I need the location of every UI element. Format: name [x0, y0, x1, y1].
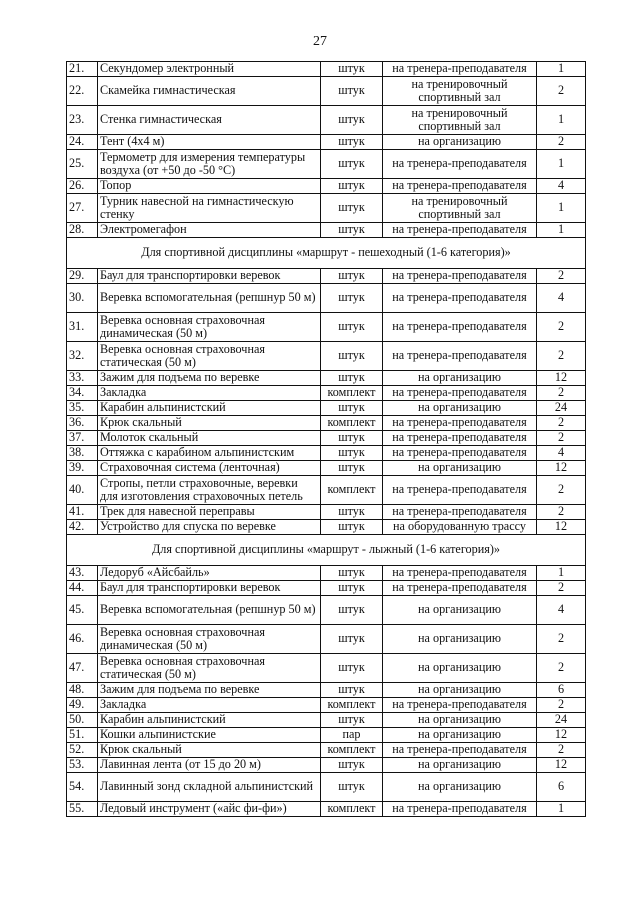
allocation: на тренера-преподавателя	[383, 698, 537, 713]
item-name: Устройство для спуска по веревке	[98, 520, 321, 535]
allocation: на тренера-преподавателя	[383, 802, 537, 817]
row-number: 29.	[67, 269, 98, 284]
allocation: на тренера-преподавателя	[383, 431, 537, 446]
unit-of-measure: штук	[321, 223, 383, 238]
allocation: на тренера-преподавателя	[383, 416, 537, 431]
unit-of-measure: комплект	[321, 476, 383, 505]
item-name: Баул для транспортировки веревок	[98, 269, 321, 284]
quantity: 1	[537, 106, 586, 135]
item-name: Веревка вспомогательная (репшнур 50 м)	[98, 596, 321, 625]
item-name: Секундомер электронный	[98, 62, 321, 77]
table-row	[67, 313, 586, 342]
unit-of-measure: комплект	[321, 802, 383, 817]
quantity: 24	[537, 713, 586, 728]
row-number: 41.	[67, 505, 98, 520]
row-number: 30.	[67, 284, 98, 313]
quantity: 24	[537, 401, 586, 416]
allocation: на организацию	[383, 654, 537, 683]
unit-of-measure: штук	[321, 520, 383, 535]
quantity: 2	[537, 135, 586, 150]
allocation: на тренера-преподавателя	[383, 62, 537, 77]
row-number: 53.	[67, 758, 98, 773]
table-row	[67, 431, 586, 446]
unit-of-measure: комплект	[321, 386, 383, 401]
item-name: Страховочная система (ленточная)	[98, 461, 321, 476]
unit-of-measure: штук	[321, 773, 383, 802]
row-number: 45.	[67, 596, 98, 625]
unit-of-measure: штук	[321, 179, 383, 194]
item-name: Зажим для подъема по веревке	[98, 683, 321, 698]
table-row	[67, 446, 586, 461]
allocation: на тренера-преподавателя	[383, 386, 537, 401]
quantity: 12	[537, 461, 586, 476]
row-number: 25.	[67, 150, 98, 179]
row-number: 21.	[67, 62, 98, 77]
item-name: Оттяжка с карабином альпинистским	[98, 446, 321, 461]
page-number: 27	[313, 34, 327, 49]
table-row	[67, 802, 586, 817]
row-number: 34.	[67, 386, 98, 401]
row-number: 49.	[67, 698, 98, 713]
unit-of-measure: штук	[321, 342, 383, 371]
row-number: 24.	[67, 135, 98, 150]
allocation: на тренера-преподавателя	[383, 150, 537, 179]
item-name: Крюк скальный	[98, 743, 321, 758]
item-name: Веревка вспомогательная (репшнур 50 м)	[98, 284, 321, 313]
unit-of-measure: штук	[321, 505, 383, 520]
row-number: 44.	[67, 581, 98, 596]
table-row	[67, 476, 586, 505]
table-row	[67, 596, 586, 625]
quantity: 2	[537, 342, 586, 371]
unit-of-measure: штук	[321, 654, 383, 683]
row-number: 50.	[67, 713, 98, 728]
unit-of-measure: штук	[321, 106, 383, 135]
table-row	[67, 401, 586, 416]
row-number: 32.	[67, 342, 98, 371]
unit-of-measure: штук	[321, 269, 383, 284]
row-number: 27.	[67, 194, 98, 223]
quantity: 2	[537, 743, 586, 758]
table-row	[67, 683, 586, 698]
row-number: 31.	[67, 313, 98, 342]
quantity: 2	[537, 431, 586, 446]
allocation: на тренера-преподавателя	[383, 179, 537, 194]
item-name: Ледоруб «Айсбайль»	[98, 566, 321, 581]
quantity: 4	[537, 446, 586, 461]
quantity: 6	[537, 683, 586, 698]
item-name: Зажим для подъема по веревке	[98, 371, 321, 386]
allocation: на организацию	[383, 135, 537, 150]
allocation: на организацию	[383, 371, 537, 386]
quantity: 1	[537, 194, 586, 223]
item-name: Лавинная лента (от 15 до 20 м)	[98, 758, 321, 773]
item-name: Крюк скальный	[98, 416, 321, 431]
table-row	[67, 386, 586, 401]
allocation: на тренера-преподавателя	[383, 581, 537, 596]
item-name: Лавинный зонд складной альпинистский	[98, 773, 321, 802]
row-number: 42.	[67, 520, 98, 535]
item-name: Топор	[98, 179, 321, 194]
allocation: на организацию	[383, 596, 537, 625]
table-row	[67, 461, 586, 476]
table-row	[67, 773, 586, 802]
table-row	[67, 581, 586, 596]
unit-of-measure: штук	[321, 446, 383, 461]
equipment-table	[66, 61, 586, 817]
unit-of-measure: штук	[321, 77, 383, 106]
table-row	[67, 416, 586, 431]
unit-of-measure: штук	[321, 401, 383, 416]
quantity: 1	[537, 62, 586, 77]
table-row	[67, 625, 586, 654]
row-number: 40.	[67, 476, 98, 505]
quantity: 2	[537, 505, 586, 520]
item-name: Баул для транспортировки веревок	[98, 581, 321, 596]
table-row	[67, 654, 586, 683]
unit-of-measure: штук	[321, 431, 383, 446]
table-row	[67, 179, 586, 194]
item-name: Закладка	[98, 698, 321, 713]
table-row	[67, 194, 586, 223]
item-name: Стенка гимнастическая	[98, 106, 321, 135]
row-number: 52.	[67, 743, 98, 758]
quantity: 2	[537, 386, 586, 401]
quantity: 1	[537, 223, 586, 238]
item-name: Скамейка гимнастическая	[98, 77, 321, 106]
row-number: 28.	[67, 223, 98, 238]
row-number: 35.	[67, 401, 98, 416]
unit-of-measure: штук	[321, 758, 383, 773]
item-name: Молоток скальный	[98, 431, 321, 446]
unit-of-measure: штук	[321, 150, 383, 179]
table-row	[67, 728, 586, 743]
allocation: на тренировочный спортивный зал	[383, 77, 537, 106]
unit-of-measure: штук	[321, 596, 383, 625]
allocation: на тренера-преподавателя	[383, 743, 537, 758]
quantity: 12	[537, 728, 586, 743]
allocation: на организацию	[383, 461, 537, 476]
unit-of-measure: штук	[321, 313, 383, 342]
item-name: Электромегафон	[98, 223, 321, 238]
unit-of-measure: комплект	[321, 416, 383, 431]
row-number: 51.	[67, 728, 98, 743]
unit-of-measure: штук	[321, 62, 383, 77]
row-number: 26.	[67, 179, 98, 194]
allocation: на тренера-преподавателя	[383, 313, 537, 342]
quantity: 1	[537, 802, 586, 817]
row-number: 54.	[67, 773, 98, 802]
allocation: на тренировочный спортивный зал	[383, 194, 537, 223]
item-name: Веревка основная страховочная динамическая (50 м)	[98, 625, 321, 654]
table-row	[67, 62, 586, 77]
quantity: 2	[537, 416, 586, 431]
row-number: 37.	[67, 431, 98, 446]
allocation: на тренера-преподавателя	[383, 446, 537, 461]
unit-of-measure: штук	[321, 581, 383, 596]
section-header-row	[67, 535, 586, 566]
unit-of-measure: штук	[321, 135, 383, 150]
row-number: 33.	[67, 371, 98, 386]
allocation: на организацию	[383, 401, 537, 416]
row-number: 48.	[67, 683, 98, 698]
quantity: 12	[537, 758, 586, 773]
unit-of-measure: комплект	[321, 743, 383, 758]
quantity: 6	[537, 773, 586, 802]
table-row	[67, 150, 586, 179]
row-number: 23.	[67, 106, 98, 135]
section-header-row	[67, 238, 586, 269]
unit-of-measure: штук	[321, 625, 383, 654]
quantity: 12	[537, 371, 586, 386]
item-name: Термометр для измерения температуры воздуха (от +50 до -50 °C)	[98, 150, 321, 179]
quantity: 4	[537, 596, 586, 625]
row-number: 36.	[67, 416, 98, 431]
allocation: на тренера-преподавателя	[383, 505, 537, 520]
item-name: Карабин альпинистский	[98, 713, 321, 728]
unit-of-measure: штук	[321, 461, 383, 476]
table-row	[67, 77, 586, 106]
table-row	[67, 284, 586, 313]
quantity: 2	[537, 77, 586, 106]
table-row	[67, 505, 586, 520]
quantity: 2	[537, 625, 586, 654]
table-row	[67, 223, 586, 238]
table-row	[67, 566, 586, 581]
allocation: на организацию	[383, 713, 537, 728]
table-row	[67, 269, 586, 284]
quantity: 2	[537, 698, 586, 713]
section-title: Для спортивной дисциплины «маршрут - лыжный (1-6 категория)»	[67, 535, 586, 566]
table-row	[67, 743, 586, 758]
allocation: на тренера-преподавателя	[383, 269, 537, 284]
allocation: на организацию	[383, 625, 537, 654]
item-name: Стропы, петли страховочные, веревки для изготовления страховочных петель	[98, 476, 321, 505]
allocation: на организацию	[383, 773, 537, 802]
table-row	[67, 106, 586, 135]
equipment-table-body	[67, 62, 586, 817]
unit-of-measure: штук	[321, 371, 383, 386]
item-name: Тент (4х4 м)	[98, 135, 321, 150]
table-row	[67, 758, 586, 773]
unit-of-measure: пар	[321, 728, 383, 743]
allocation: на организацию	[383, 683, 537, 698]
item-name: Карабин альпинистский	[98, 401, 321, 416]
unit-of-measure: комплект	[321, 698, 383, 713]
table-row	[67, 713, 586, 728]
item-name: Веревка основная страховочная динамическая (50 м)	[98, 313, 321, 342]
row-number: 55.	[67, 802, 98, 817]
row-number: 39.	[67, 461, 98, 476]
quantity: 1	[537, 566, 586, 581]
item-name: Турник навесной на гимнастическую стенку	[98, 194, 321, 223]
table-row	[67, 135, 586, 150]
quantity: 2	[537, 269, 586, 284]
row-number: 22.	[67, 77, 98, 106]
item-name: Ледовый инструмент («айс фи-фи»)	[98, 802, 321, 817]
unit-of-measure: штук	[321, 683, 383, 698]
table-row	[67, 698, 586, 713]
unit-of-measure: штук	[321, 284, 383, 313]
row-number: 38.	[67, 446, 98, 461]
allocation: на оборудованную трассу	[383, 520, 537, 535]
unit-of-measure: штук	[321, 194, 383, 223]
quantity: 4	[537, 179, 586, 194]
allocation: на организацию	[383, 758, 537, 773]
row-number: 46.	[67, 625, 98, 654]
quantity: 2	[537, 581, 586, 596]
row-number: 47.	[67, 654, 98, 683]
table-row	[67, 342, 586, 371]
allocation: на тренера-преподавателя	[383, 476, 537, 505]
item-name: Закладка	[98, 386, 321, 401]
allocation: на тренера-преподавателя	[383, 284, 537, 313]
quantity: 2	[537, 313, 586, 342]
quantity: 2	[537, 476, 586, 505]
table-row	[67, 520, 586, 535]
quantity: 1	[537, 150, 586, 179]
unit-of-measure: штук	[321, 713, 383, 728]
allocation: на тренера-преподавателя	[383, 342, 537, 371]
item-name: Веревка основная страховочная статическая (50 м)	[98, 342, 321, 371]
section-title: Для спортивной дисциплины «маршрут - пешеходный (1-6 категория)»	[67, 238, 586, 269]
table-row	[67, 371, 586, 386]
allocation: на тренера-преподавателя	[383, 566, 537, 581]
allocation: на тренера-преподавателя	[383, 223, 537, 238]
quantity: 2	[537, 654, 586, 683]
item-name: Кошки альпинистские	[98, 728, 321, 743]
quantity: 4	[537, 284, 586, 313]
unit-of-measure: штук	[321, 566, 383, 581]
quantity: 12	[537, 520, 586, 535]
allocation: на тренировочный спортивный зал	[383, 106, 537, 135]
item-name: Веревка основная страховочная статическая (50 м)	[98, 654, 321, 683]
row-number: 43.	[67, 566, 98, 581]
allocation: на организацию	[383, 728, 537, 743]
item-name: Трек для навесной переправы	[98, 505, 321, 520]
